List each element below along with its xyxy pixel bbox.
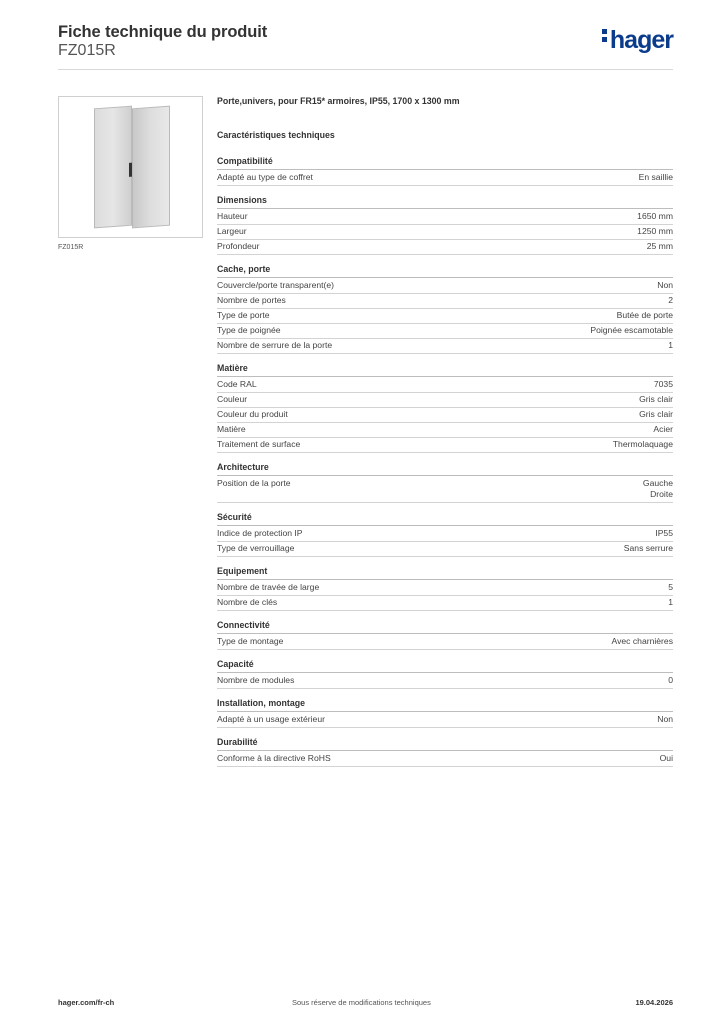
page-title: Fiche technique du produit: [58, 23, 268, 41]
spec-value-text: Acier: [653, 424, 673, 434]
spec-label: Matière: [217, 424, 246, 434]
spec-row: [217, 240, 673, 255]
spec-row: [217, 171, 673, 186]
spec-value-text: 2: [668, 295, 673, 305]
characteristics-heading: Caractéristiques techniques: [217, 130, 335, 140]
spec-value-text: Butée de porte: [616, 310, 673, 320]
spec-label: Type de verrouillage: [217, 543, 295, 553]
spec-row: [217, 635, 673, 650]
spec-row: [217, 477, 673, 503]
spec-value: [639, 394, 673, 405]
spec-label: Profondeur: [217, 241, 260, 251]
spec-row: [217, 713, 673, 728]
spec-row: [217, 324, 673, 339]
spec-value-text: Non: [657, 280, 673, 290]
spec-row: [217, 438, 673, 453]
spec-value-text: Gris clair: [639, 409, 673, 419]
spec-value-text: Sans serrure: [623, 543, 673, 553]
spec-value: [613, 439, 673, 450]
spec-value: [639, 172, 673, 183]
logo-text: hager: [609, 26, 673, 54]
section-title: Capacité: [217, 659, 673, 673]
spec-value-text: 0: [668, 675, 673, 685]
section-title: Dimensions: [217, 195, 673, 209]
image-caption: FZ015R: [58, 244, 84, 251]
spec-value: [647, 241, 673, 252]
spec-label: Nombre de clés: [217, 597, 278, 607]
section-title: Matière: [217, 363, 673, 377]
spec-label: Couleur du produit: [217, 409, 288, 419]
spec-section: [217, 566, 673, 611]
right-door-panel: [132, 106, 170, 229]
spec-label: Type de montage: [217, 636, 284, 646]
spec-value-text: Gris clair: [639, 394, 673, 404]
spec-section: [217, 156, 673, 186]
spec-row: [217, 279, 673, 294]
spec-value-text: 25 mm: [646, 241, 673, 251]
page-header: [58, 22, 673, 70]
spec-row: [217, 225, 673, 240]
spec-value-text: Oui: [659, 753, 673, 763]
spec-row: [217, 674, 673, 689]
spec-label: Adapté au type de coffret: [217, 172, 313, 182]
spec-row: [217, 339, 673, 354]
spec-value: [668, 675, 673, 686]
spec-value: [653, 424, 673, 435]
spec-value: [639, 409, 673, 420]
logo-dots-icon: [602, 26, 608, 45]
section-title: Cache, porte: [217, 264, 673, 278]
spec-section: [217, 462, 673, 503]
spec-label: Indice de protection IP: [217, 528, 303, 538]
spec-value: [668, 582, 673, 593]
footer-website-link[interactable]: hager.com/fr-ch: [58, 998, 115, 1007]
spec-value-text: 1: [668, 597, 673, 607]
spec-row: [217, 378, 673, 393]
spec-row: [217, 408, 673, 423]
spec-label: Position de la porte: [217, 478, 291, 488]
spec-value: [590, 325, 673, 336]
spec-value: [657, 280, 673, 291]
spec-row: [217, 294, 673, 309]
footer-date: 19.04.2026: [635, 998, 673, 1007]
section-title: Durabilité: [217, 737, 673, 751]
spec-value: [643, 478, 673, 500]
spec-label: Adapté à un usage extérieur: [217, 714, 325, 724]
product-details: [217, 96, 673, 776]
spec-label: Nombre de serrure de la porte: [217, 340, 333, 350]
section-title: Sécurité: [217, 512, 673, 526]
spec-row: [217, 596, 673, 611]
spec-row: [217, 393, 673, 408]
section-title: Compatibilité: [217, 156, 673, 170]
spec-label: Nombre de portes: [217, 295, 286, 305]
spec-value: [617, 310, 673, 321]
spec-section: [217, 264, 673, 354]
characteristics-sections: [217, 156, 673, 767]
spec-value: [655, 528, 673, 539]
spec-value-text: Non: [657, 714, 673, 724]
spec-value-text: Thermolaquage: [612, 439, 673, 449]
spec-section: [217, 698, 673, 728]
spec-value: [624, 543, 673, 554]
spec-section: [217, 737, 673, 767]
spec-value: [657, 714, 673, 725]
spec-value-text: 1250 mm: [637, 226, 673, 236]
spec-row: [217, 309, 673, 324]
spec-label: Type de porte: [217, 310, 270, 320]
hager-logo[interactable]: [602, 26, 673, 55]
spec-label: Hauteur: [217, 211, 248, 221]
spec-label: Traitement de surface: [217, 439, 301, 449]
spec-section: [217, 363, 673, 453]
spec-value: [668, 597, 673, 608]
spec-value-text-secondary: Droite: [650, 489, 673, 499]
spec-value-text: 1: [668, 340, 673, 350]
spec-value: [637, 211, 673, 222]
spec-value-text: 1650 mm: [637, 211, 673, 221]
spec-row: [217, 581, 673, 596]
spec-label: Nombre de travée de large: [217, 582, 320, 592]
section-title: Connectivité: [217, 620, 673, 634]
spec-value-text: En saillie: [638, 172, 673, 182]
spec-value: [668, 295, 673, 306]
product-image: [58, 96, 203, 238]
page-footer: [58, 998, 673, 1007]
spec-label: Nombre de modules: [217, 675, 295, 685]
spec-label: Type de poignée: [217, 325, 281, 335]
spec-row: [217, 423, 673, 438]
spec-value-text: Avec charnières: [611, 636, 673, 646]
spec-section: [217, 512, 673, 557]
spec-section: [217, 659, 673, 689]
spec-value-text: 5: [668, 582, 673, 592]
spec-row: [217, 210, 673, 225]
spec-row: [217, 752, 673, 767]
section-title: Equipement: [217, 566, 673, 580]
spec-value-text: 7035: [653, 379, 673, 389]
spec-section: [217, 195, 673, 255]
spec-value: [637, 226, 673, 237]
spec-label: Largeur: [217, 226, 247, 236]
spec-value-text: IP55: [655, 528, 673, 538]
spec-section: [217, 620, 673, 650]
spec-label: Conforme à la directive RoHS: [217, 753, 331, 763]
section-title: Architecture: [217, 462, 673, 476]
spec-value-text: Poignée escamotable: [590, 325, 673, 335]
footer-note: Sous réserve de modifications techniques: [292, 998, 431, 1007]
spec-row: [217, 527, 673, 542]
product-description: Porte,univers, pour FR15* armoires, IP55, 1700 x 1300 mm: [217, 96, 460, 106]
spec-row: [217, 542, 673, 557]
spec-value: [660, 753, 673, 764]
section-title: Installation, montage: [217, 698, 673, 712]
spec-label: Couleur: [217, 394, 248, 404]
left-door-panel: [94, 106, 132, 229]
spec-label: Code RAL: [217, 379, 257, 389]
spec-value-text: Gauche: [642, 478, 673, 488]
spec-value: [654, 379, 673, 390]
spec-label: Couvercle/porte transparent(e): [217, 280, 335, 290]
product-reference: FZ015R: [58, 42, 116, 59]
spec-value: [668, 340, 673, 351]
spec-value: [612, 636, 673, 647]
